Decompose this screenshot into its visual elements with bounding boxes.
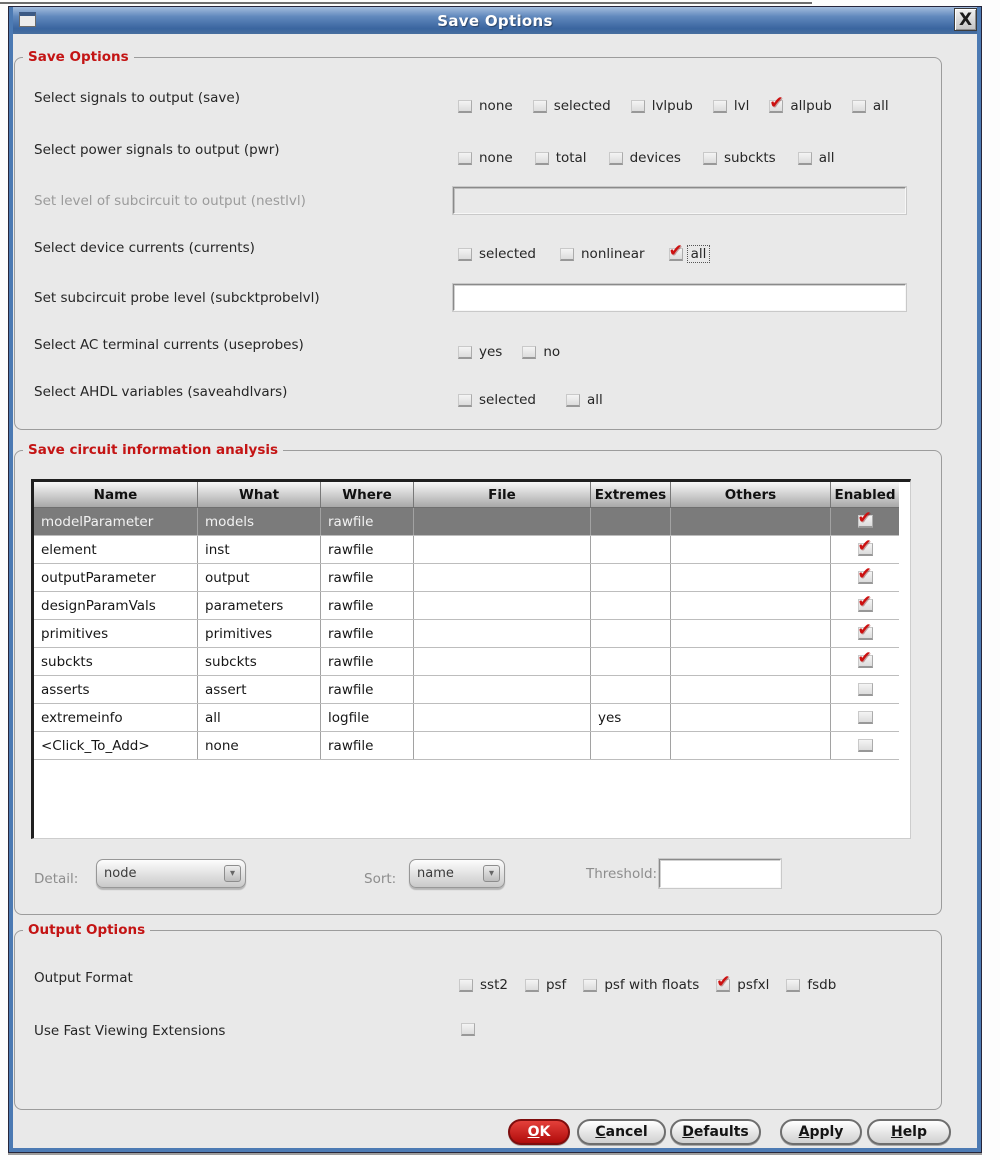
format-option-psf[interactable]: psf	[525, 977, 566, 993]
close-icon[interactable]: X	[954, 8, 977, 31]
checkbox[interactable]	[609, 152, 623, 165]
save-options-dialog	[8, 6, 982, 1153]
save-option-selected[interactable]: selected	[533, 98, 611, 114]
format-option-fsdb[interactable]: fsdb	[786, 977, 836, 993]
chevron-down-icon[interactable]	[224, 865, 241, 882]
detail-dropdown[interactable]	[96, 859, 246, 888]
enabled-checkbox[interactable]	[858, 739, 873, 752]
checkbox[interactable]	[786, 979, 800, 992]
checkbox[interactable]	[459, 979, 473, 992]
table-row[interactable]: modelParameter models rawfile ✔	[34, 508, 899, 536]
checkbox[interactable]	[852, 100, 866, 113]
group-output-options	[14, 922, 942, 1110]
window-title: Save Options	[437, 11, 553, 30]
saveahdlvars-option-row	[458, 391, 603, 409]
ok-button[interactable]: OK	[508, 1119, 570, 1145]
circuit-info-table	[31, 479, 911, 839]
column-header-enabled[interactable]: Enabled	[834, 486, 896, 503]
enabled-checkbox[interactable]	[858, 683, 873, 696]
table-row[interactable]: element inst rawfile ✔	[34, 536, 899, 564]
checkbox[interactable]	[716, 979, 730, 992]
cancel-button[interactable]: Cancel	[577, 1119, 666, 1145]
subcktprobelvl-label: Set subcircuit probe level (subcktprobelvl)	[34, 290, 320, 306]
fast-viewing-checkbox[interactable]	[461, 1023, 475, 1036]
sort-label: Sort:	[364, 871, 397, 887]
checkbox[interactable]	[458, 152, 472, 165]
group-save-options-legend: Save Options	[23, 49, 134, 65]
group-circuit-info-legend: Save circuit information analysis	[23, 442, 283, 458]
column-header-file[interactable]: File	[414, 482, 591, 507]
table-row[interactable]: outputParameter output rawfile ✔	[34, 564, 899, 592]
pwr-option-subckts[interactable]: subckts	[703, 150, 776, 166]
enabled-checkbox[interactable]	[858, 627, 873, 640]
table-row-click-to-add[interactable]: <Click_To_Add> none rawfile	[34, 732, 899, 760]
save-option-lvlpub[interactable]: lvlpub	[631, 98, 693, 114]
checkbox[interactable]	[458, 248, 472, 261]
apply-button[interactable]: Apply	[780, 1119, 862, 1145]
output-format-label: Output Format	[34, 970, 133, 986]
window-menu-icon[interactable]	[19, 12, 36, 27]
enabled-checkbox[interactable]	[858, 515, 873, 528]
chevron-down-icon[interactable]	[483, 865, 500, 882]
checkbox[interactable]	[535, 152, 549, 165]
checkbox[interactable]	[458, 346, 472, 359]
threshold-input[interactable]	[659, 859, 781, 888]
column-header-where[interactable]: Where	[321, 482, 414, 507]
threshold-label: Threshold:	[586, 866, 658, 882]
checkbox[interactable]	[560, 248, 574, 261]
checkbox[interactable]	[798, 152, 812, 165]
checkbox[interactable]	[522, 346, 536, 359]
saveahdlvars-option-all[interactable]: all	[566, 392, 603, 408]
format-option-sst2[interactable]: sst2	[459, 977, 508, 993]
save-option-none[interactable]: none	[458, 98, 513, 114]
save-option-lvl[interactable]: lvl	[713, 98, 750, 114]
currents-option-all[interactable]: ✔ all	[669, 246, 708, 262]
detail-value: node	[104, 866, 137, 881]
output-format-option-row	[459, 976, 836, 994]
save-label: Select signals to output (save)	[34, 90, 240, 106]
pwr-option-all[interactable]: all	[798, 150, 835, 166]
table-header	[34, 482, 899, 508]
detail-label: Detail:	[34, 871, 79, 887]
currents-option-row	[458, 245, 707, 263]
format-option-psfxl[interactable]: ✔ psfxl	[716, 977, 769, 993]
checkbox[interactable]	[533, 100, 547, 113]
enabled-checkbox[interactable]	[858, 571, 873, 584]
column-header-others[interactable]: Others	[671, 482, 831, 507]
saveahdlvars-label: Select AHDL variables (saveahdlvars)	[34, 384, 288, 400]
format-option-psf-with-floats[interactable]: psf with floats	[583, 977, 699, 993]
save-option-allpub[interactable]: ✔ allpub	[769, 98, 831, 114]
sort-dropdown[interactable]	[409, 859, 505, 888]
checkbox[interactable]	[669, 248, 683, 261]
save-option-all[interactable]: all	[852, 98, 889, 114]
group-circuit-info	[14, 442, 942, 915]
currents-label: Select device currents (currents)	[34, 240, 255, 256]
background-edge-line	[0, 2, 812, 4]
pwr-option-devices[interactable]: devices	[609, 150, 681, 166]
subcktprobelvl-input[interactable]	[453, 284, 906, 311]
checkbox[interactable]	[525, 979, 539, 992]
column-header-name[interactable]: Name	[34, 482, 198, 507]
table-row[interactable]: extremeinfo all logfile yes	[34, 704, 899, 732]
pwr-option-total[interactable]: total	[535, 150, 587, 166]
useprobes-option-no[interactable]: no	[522, 344, 560, 360]
pwr-label: Select power signals to output (pwr)	[34, 142, 280, 158]
checkbox[interactable]	[631, 100, 645, 113]
checkbox[interactable]	[583, 979, 597, 992]
save-option-row	[458, 97, 889, 115]
nestlvl-input[interactable]	[453, 187, 906, 214]
table-row[interactable]: asserts assert rawfile	[34, 676, 899, 704]
pwr-option-none[interactable]: none	[458, 150, 513, 166]
table-row[interactable]: subckts subckts rawfile ✔	[34, 648, 899, 676]
useprobes-option-row	[458, 343, 560, 361]
group-save-options	[14, 49, 942, 430]
group-output-options-legend: Output Options	[23, 922, 150, 938]
table-row[interactable]: primitives primitives rawfile ✔	[34, 620, 899, 648]
enabled-checkbox[interactable]	[858, 599, 873, 612]
dialog-content	[13, 34, 977, 1148]
checkbox[interactable]	[566, 394, 580, 407]
enabled-checkbox[interactable]	[858, 711, 873, 724]
checkbox[interactable]	[769, 100, 783, 113]
enabled-checkbox[interactable]	[858, 655, 873, 668]
saveahdlvars-option-selected[interactable]: selected	[458, 392, 536, 408]
checkbox[interactable]	[713, 100, 727, 113]
useprobes-label: Select AC terminal currents (useprobes)	[34, 337, 304, 353]
checkbox[interactable]	[458, 394, 472, 407]
column-header-extremes[interactable]: Extremes	[591, 482, 671, 507]
column-header-what[interactable]: What	[198, 482, 321, 507]
titlebar[interactable]	[13, 7, 977, 34]
table-row[interactable]: designParamVals parameters rawfile ✔	[34, 592, 899, 620]
defaults-button[interactable]: Defaults	[670, 1119, 761, 1145]
enabled-checkbox[interactable]	[858, 543, 873, 556]
checkbox[interactable]	[458, 100, 472, 113]
currents-option-selected[interactable]: selected	[458, 246, 536, 262]
sort-value: name	[417, 866, 454, 881]
nestlvl-label: Set level of subcircuit to output (nestlvl)	[34, 193, 306, 209]
pwr-option-row	[458, 149, 834, 167]
useprobes-option-yes[interactable]: yes	[458, 344, 502, 360]
currents-option-nonlinear[interactable]: nonlinear	[560, 246, 645, 262]
checkbox[interactable]	[703, 152, 717, 165]
help-button[interactable]: Help	[867, 1119, 951, 1145]
fast-viewing-label: Use Fast Viewing Extensions	[34, 1023, 226, 1039]
